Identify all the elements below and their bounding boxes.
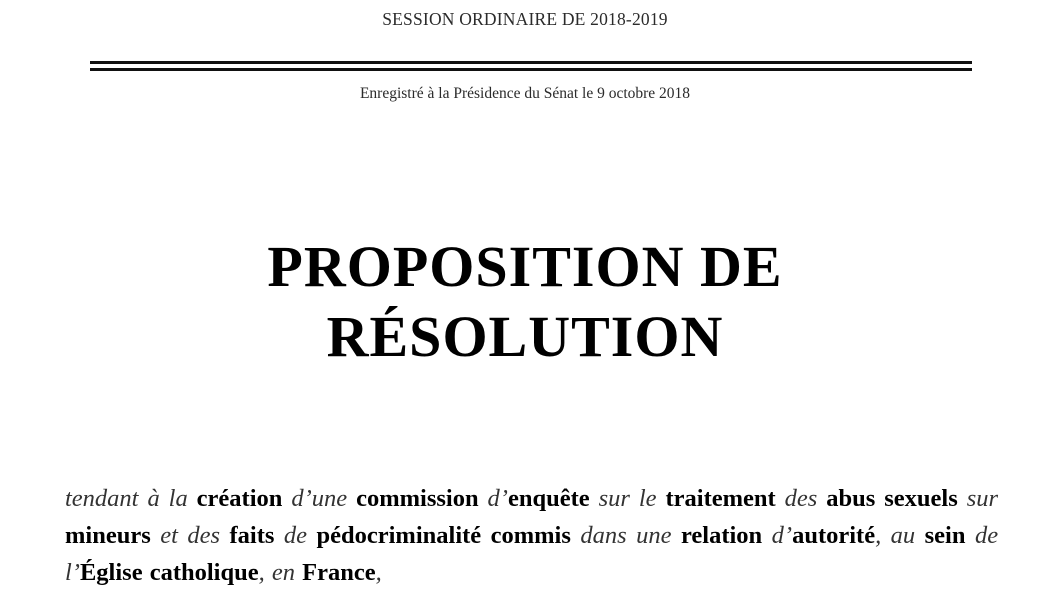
double-rule-divider <box>90 61 972 72</box>
subject-segment: des <box>784 484 818 512</box>
subject-segment: pédocriminalité commis <box>316 521 571 549</box>
subject-segment: sur <box>966 484 999 512</box>
session-header: SESSION ORDINAIRE DE 2018-2019 <box>382 9 668 29</box>
subject-segment: d’ <box>487 484 508 512</box>
rule-line-bottom <box>90 68 972 71</box>
subject-segment: commission <box>356 484 479 512</box>
subject-segment: , au <box>875 521 916 549</box>
subject-segment: , en <box>258 558 295 586</box>
subject-segment: tendant à la <box>65 484 188 512</box>
subject-segment: Église catholique <box>79 558 259 586</box>
subject-segment: autorité <box>792 521 876 549</box>
subject-segment: et des <box>160 521 221 549</box>
registration-notice: Enregistré à la Présidence du Sénat le 9 octobre 2018 <box>359 85 691 102</box>
subject-segment: abus sexuels <box>826 484 958 512</box>
subject-segment: faits <box>229 521 275 549</box>
subject-segment: sein <box>924 521 966 549</box>
subject-segment: enquête <box>507 484 590 512</box>
title-line-2: RÉSOLUTION <box>326 304 724 369</box>
subject-segment: création <box>196 484 283 512</box>
resolution-subject <box>65 480 998 591</box>
subject-segment: dans une <box>580 521 672 549</box>
subject-segment: mineurs <box>65 521 151 549</box>
subject-segment: d’une <box>291 484 348 512</box>
subject-segment: , <box>375 558 382 586</box>
subject-segment: de l’ <box>65 521 999 586</box>
rule-line-top <box>90 61 972 64</box>
subject-segment: d’ <box>771 521 793 549</box>
subject-segment: relation <box>680 521 763 549</box>
subject-segment: sur le <box>598 484 657 512</box>
subject-segment: traitement <box>665 484 776 512</box>
title-line-1: PROPOSITION DE <box>267 234 783 299</box>
document-title <box>0 232 1050 372</box>
subject-segment: de <box>283 521 308 549</box>
subject-segment: France <box>302 558 376 586</box>
